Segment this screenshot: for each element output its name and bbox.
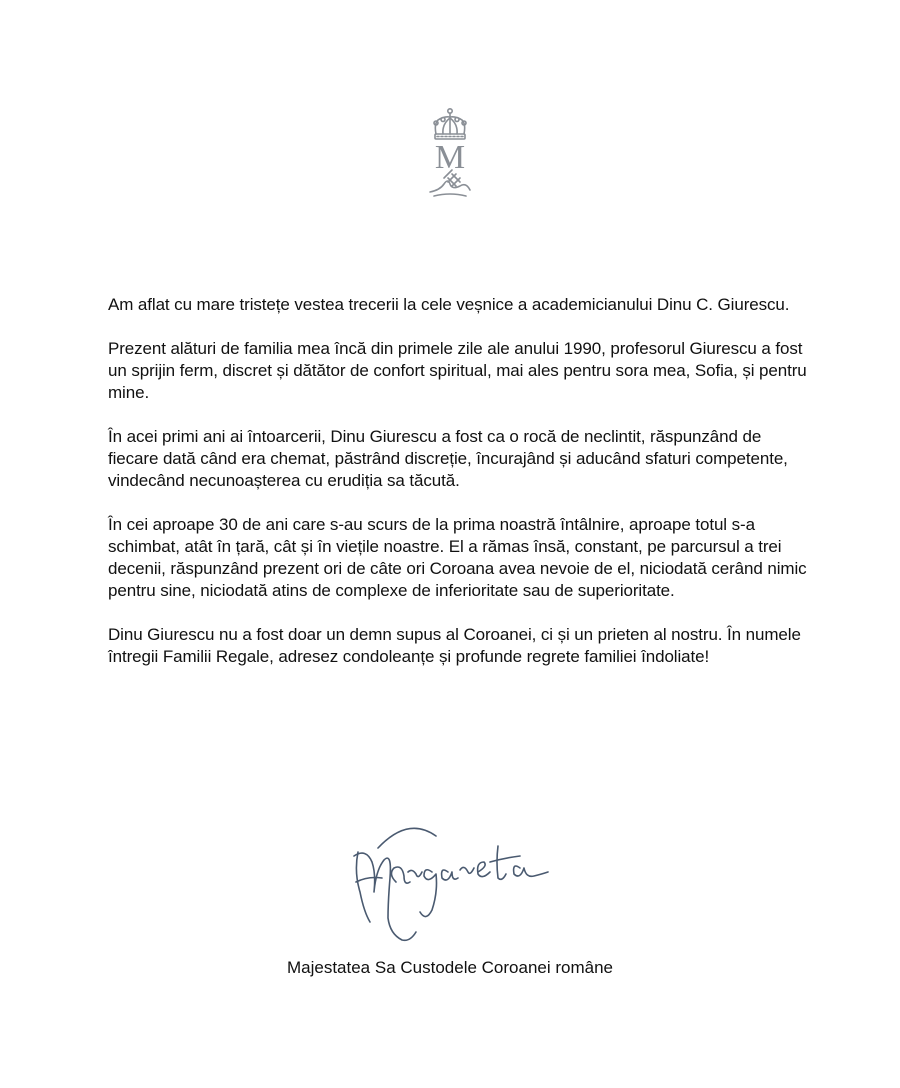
paragraph-4: În cei aproape 30 de ani care s-au scurs de la prima noastră întâlnire, aproape totul s-a schimbat, atât în țară, cât și în viețile noastre. El a rămas însă, constant, pe parcursul a trei decenii, răspunzând prezent ori de câte ori Coroana avea nevoie de el, niciodată cerând nimic pentru sine, niciodată atins de complexe de inferioritate sau de superioritate. xyxy=(108,515,807,600)
handwritten-signature xyxy=(348,822,558,944)
signature-icon xyxy=(348,822,558,944)
paragraph-2: Prezent alături de familia mea încă din primele zile ale anului 1990, profesorul Giurescu a fost un sprijin ferm, discret și dătător de confort spiritual, mai ales pentru sora mea, Sofia, și pentru mine. xyxy=(108,339,807,402)
crown-monogram-icon xyxy=(414,104,486,214)
letter-body xyxy=(108,294,808,690)
paragraph-5: Dinu Giurescu nu a fost doar un demn supus al Coroanei, ci și un prieten al nostru. În numele întregii Familii Regale, adresez condoleanțe și profunde regrete familiei îndoliate! xyxy=(108,625,801,666)
paragraph-1: Am aflat cu mare tristețe vestea trecerii la cele veșnice a academicianului Dinu C. Giurescu. xyxy=(108,295,790,314)
signatory-title: Majestatea Sa Custodele Coroanei române xyxy=(286,958,614,977)
paragraph-3: În acei primi ani ai întoarcerii, Dinu Giurescu a fost ca o rocă de neclintit, răspunzând de fiecare dată când era chemat, păstrând discreție, încurajând și aducând sfaturi competente, vindecând necunoașterea cu erudiția sa tăcută. xyxy=(108,427,788,490)
monogram-letter: M xyxy=(434,139,466,176)
royal-monogram-emblem xyxy=(414,104,486,214)
